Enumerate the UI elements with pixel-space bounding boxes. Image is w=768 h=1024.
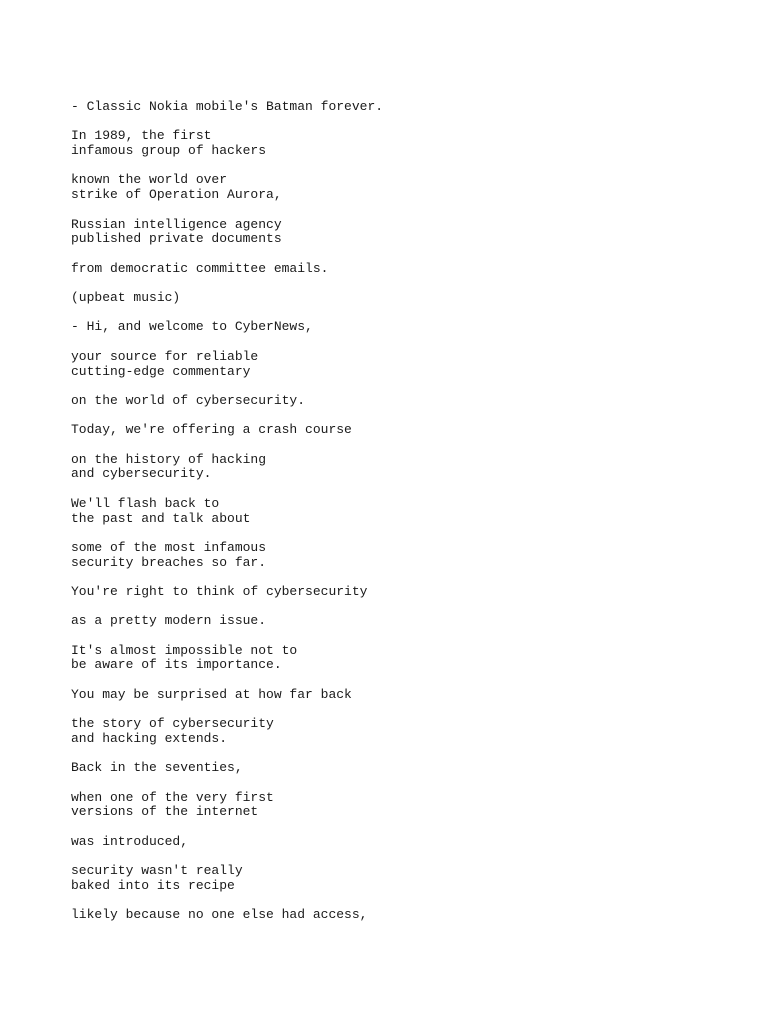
transcript-paragraph [71, 791, 731, 820]
transcript-paragraph [71, 864, 731, 893]
transcript-line: (upbeat music) [71, 290, 181, 306]
transcript-line: be aware of its importance. [71, 657, 282, 673]
transcript-line: Russian intelligence agency [71, 216, 282, 232]
transcript-paragraph [71, 541, 731, 570]
transcript-line: Back in the seventies, [71, 760, 243, 776]
transcript-line: published private documents [71, 231, 282, 247]
transcript-paragraph [71, 350, 731, 379]
transcript-paragraph [71, 614, 731, 629]
transcript-line: likely because no one else had access, [71, 907, 368, 923]
transcript-line: your source for reliable [71, 348, 259, 364]
transcript-paragraph [71, 423, 731, 438]
transcript-line: It's almost impossible not to [71, 642, 298, 658]
transcript-line: from democratic committee emails. [71, 260, 329, 276]
transcript-line: on the history of hacking [71, 451, 267, 467]
transcript-line: security breaches so far. [71, 554, 267, 570]
transcript-line: infamous group of hackers [71, 143, 267, 159]
transcript-line: known the world over [71, 172, 228, 188]
transcript-line: We'll flash back to [71, 495, 220, 511]
transcript-line: cutting-edge commentary [71, 363, 251, 379]
transcript-line: security wasn't really [71, 863, 243, 879]
transcript-paragraph [71, 129, 731, 158]
transcript-line: and cybersecurity. [71, 466, 212, 482]
transcript-paragraph [71, 394, 731, 409]
transcript-line: baked into its recipe [71, 877, 235, 893]
transcript-paragraph [71, 320, 731, 335]
transcript-paragraph [71, 688, 731, 703]
transcript-paragraph [71, 100, 731, 115]
transcript-paragraph [71, 585, 731, 600]
transcript-paragraph [71, 644, 731, 673]
transcript-body [71, 100, 731, 923]
transcript-paragraph [71, 262, 731, 277]
transcript-paragraph [71, 908, 731, 923]
transcript-line: versions of the internet [71, 804, 259, 820]
transcript-line: some of the most infamous [71, 539, 267, 555]
transcript-line: In 1989, the first [71, 128, 212, 144]
transcript-paragraph [71, 497, 731, 526]
transcript-line: when one of the very first [71, 789, 274, 805]
transcript-page [71, 100, 731, 938]
transcript-line: strike of Operation Aurora, [71, 187, 282, 203]
transcript-paragraph [71, 173, 731, 202]
transcript-line: - Hi, and welcome to CyberNews, [71, 319, 313, 335]
transcript-paragraph [71, 453, 731, 482]
transcript-line: the story of cybersecurity [71, 716, 274, 732]
transcript-line: Today, we're offering a crash course [71, 422, 352, 438]
transcript-paragraph [71, 717, 731, 746]
transcript-paragraph [71, 291, 731, 306]
transcript-paragraph [71, 835, 731, 850]
transcript-line: You're right to think of cybersecurity [71, 584, 368, 599]
transcript-paragraph [71, 218, 731, 247]
transcript-line: on the world of cybersecurity. [71, 392, 306, 408]
transcript-paragraph [71, 761, 731, 776]
transcript-line: You may be surprised at how far back [71, 686, 352, 702]
transcript-line: as a pretty modern issue. [71, 613, 267, 629]
transcript-line: was introduced, [71, 833, 189, 849]
transcript-line: the past and talk about [71, 510, 251, 526]
transcript-line: and hacking extends. [71, 730, 228, 746]
transcript-line: - Classic Nokia mobile's Batman forever. [71, 99, 384, 114]
